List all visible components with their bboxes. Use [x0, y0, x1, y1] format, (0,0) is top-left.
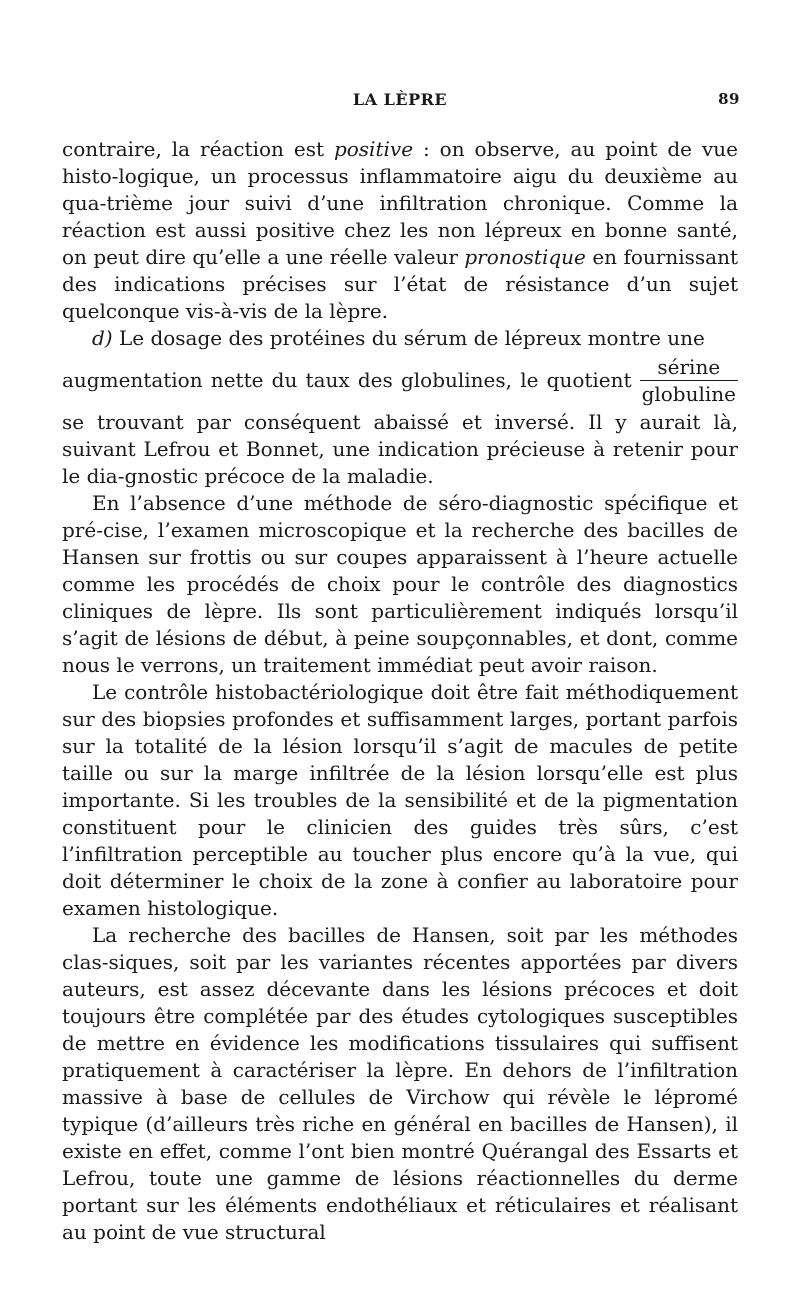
paragraph-1	[62, 136, 738, 325]
emphasis-positive: positive	[333, 137, 414, 161]
fraction-lead-text: augmentation nette du taux des globulines, le quotient	[62, 368, 632, 392]
fraction-denominator: globuline	[641, 382, 736, 406]
fraction-numerator: sérine	[657, 355, 721, 379]
paragraph-2-first-line	[62, 325, 738, 352]
paragraph-4: Le contrôle histobactériologique doit être fait méthodiquement sur des biopsies profondes et suffisamment larges, portant parfois sur la totalité de la lésion lorsqu’il s’agit de macules de petite taille ou sur la marge infiltrée de la lésion lorsqu’elle est plus importante. Si les troubles de la sensibilité et de la pigmentation constituent pour le clinicien des guides très sûrs, c’est l’infiltration perceptible au toucher plus encore qu’à la vue, qui doit déterminer le choix de la zone à confier au laboratoire pour examen histologique.	[62, 680, 738, 920]
quotient-fraction	[640, 354, 738, 407]
paragraph-1-text-end: en fournissant des indications précises sur l’état de résistance d’un sujet quelconque vis-à-vis de la lèpre.	[62, 245, 739, 323]
paragraph-5: La recherche des bacilles de Hansen, soit par les méthodes clas-siques, soit par les variantes récentes apportées par divers auteurs, est assez décevante dans les lésions précoces et doit toujours être complétée par des études cytologiques susceptibles de mettre en évidence les modifications tissulaires qui suffisent pratiquement à caractériser la lèpre. En dehors de l’infiltration massive à base de cellules de Virchow qui révèle le lépromé typique (d’ailleurs très riche en général en bacilles de Hansen), il existe en effet, comme l’ont bien montré Quérangal des Essarts et Lefrou, toute une gamme de lésions réactionnelles du derme portant sur les éléments endothéliaux et réticulaires et réalisant au point de vue structural	[62, 923, 738, 1244]
paragraph-2-rest: se trouvant par conséquent abaissé et inversé. Il y aurait là, suivant Lefrou et Bonnet, une indication précieuse à retenir pour le dia-gnostic précoce de la maladie.	[62, 410, 738, 488]
fraction-line	[62, 354, 738, 407]
emphasis-pronostique: pronostique	[464, 245, 586, 269]
list-label-d: d)	[92, 326, 113, 350]
paragraph-3: En l’absence d’une méthode de séro-diagnostic spécifique et pré-cise, l’examen microscopique et la recherche des bacilles de Hansen sur frottis ou sur coupes apparaissent à l’heure actuelle comme les procédés de choix pour le contrôle des diagnostics cliniques de lèpre. Ils sont particulièrement indiqués lorsqu’il s’agit de lésions de début, à peine soupçonnables, et dont, comme nous le verrons, un traitement immédiat peut avoir raison.	[62, 491, 738, 677]
paragraph-1-text-start: contraire, la réaction est	[62, 137, 334, 161]
running-head	[60, 90, 740, 114]
paragraph-1-text-middle: : on observe, au point de vue histo-logique, un processus inflammatoire aigu du deuxième au qua-trième jour suivi d’une infiltration chronique. Comme la réaction est aussi positive chez les non lépreux en bonne santé, on peut dire qu’elle a une réelle valeur	[62, 137, 738, 269]
page-number: 89	[718, 90, 740, 108]
body-text	[62, 136, 738, 1246]
running-title: LA LÈPRE	[352, 90, 448, 109]
paragraph-2-line-1: Le dosage des protéines du sérum de lépreux montre une	[112, 326, 705, 350]
